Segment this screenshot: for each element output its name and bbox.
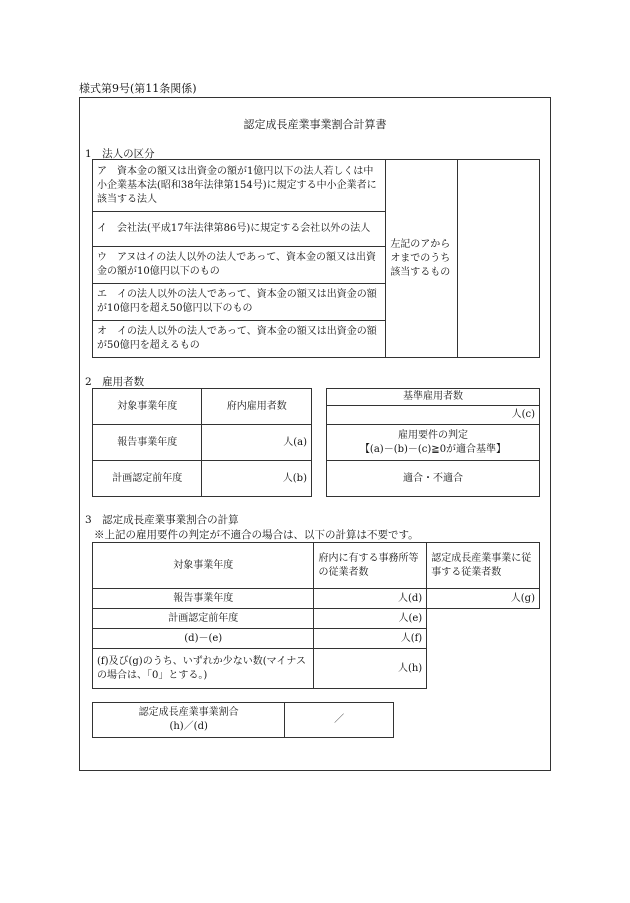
row-plan-year: 計画認定前年度 xyxy=(93,461,202,497)
row-report-year: 報告事業年度 xyxy=(93,589,314,609)
min-value[interactable]: 人(h) xyxy=(314,649,427,689)
employee-count-table xyxy=(92,388,312,497)
form-caption: 様式第9号(第11条関係) xyxy=(79,82,197,95)
judgement-label: 雇用要件の判定 xyxy=(398,429,468,441)
ratio-label-cell xyxy=(93,703,285,738)
plan-year-office-count[interactable]: 人(e) xyxy=(314,609,427,629)
section2-heading: 2 雇用者数 xyxy=(85,376,145,388)
ratio-label: 認定成長産業事業割合 xyxy=(138,707,239,718)
category-e: オ イの法人以外の法人であって、資本金の額又は出資金の額が50億円を超えるもの xyxy=(93,321,386,358)
page-title: 認定成長産業事業割合計算書 xyxy=(243,118,387,131)
ratio-formula: (h)／(d) xyxy=(169,721,208,732)
report-year-count[interactable]: 人(a) xyxy=(202,425,312,461)
employment-judgement xyxy=(327,425,540,461)
col-office-employees: 府内に有する事務所等の従業者数 xyxy=(314,543,427,589)
section1-heading: 1 法人の区分 xyxy=(85,148,155,160)
ratio-result-table xyxy=(92,702,394,738)
row-report-year: 報告事業年度 xyxy=(93,425,202,461)
ratio-calc-table xyxy=(92,542,540,689)
category-b: イ 会社法(平成17年法律第86号)に規定する会社以外の法人 xyxy=(93,212,386,247)
category-c: ウ アヌはイの法人以外の法人であって、資本金の額又は出資金の額が10億円以下のもの xyxy=(93,247,386,284)
report-year-growth-count[interactable]: 人(g) xyxy=(427,589,540,609)
base-employee-label: 基準雇用者数 xyxy=(327,389,540,406)
ratio-value[interactable]: ／ xyxy=(285,703,394,738)
col-growth-employees: 認定成長産業事業に従事する従業者数 xyxy=(427,543,540,589)
category-d: エ イの法人以外の法人であって、資本金の額又は出資金の額が10億円を超え50億円以下のもの xyxy=(93,284,386,321)
blank-cell xyxy=(427,609,540,689)
section3-heading: 3 認定成長産業事業割合の計算 xyxy=(85,514,239,526)
row-difference: (d)－(e) xyxy=(93,629,314,649)
difference-value[interactable]: 人(f) xyxy=(314,629,427,649)
col-target-year: 対象事業年度 xyxy=(93,543,314,589)
judgement-formula: 【(a)－(b)－(c)≧0が適合基準】 xyxy=(359,443,507,455)
row-min-value: (f)及び(g)のうち、いずれか少ない数(マイナスの場合は、「0」とする。) xyxy=(93,649,314,689)
section3-note: ※上記の雇用要件の判定が不適合の場合は、以下の計算は不要です。 xyxy=(94,529,419,541)
report-year-office-count[interactable]: 人(d) xyxy=(314,589,427,609)
row-plan-year: 計画認定前年度 xyxy=(93,609,314,629)
col-employee-count: 府内雇用者数 xyxy=(202,389,312,425)
base-employee-table xyxy=(326,388,540,497)
category-a: ア 資本金の額又は出資金の額が1億円以下の法人若しくは中小企業基本法(昭和38年法律第154号)に規定する中小企業者に該当する法人 xyxy=(93,160,386,212)
corporation-category-table xyxy=(92,159,540,358)
plan-year-count[interactable]: 人(b) xyxy=(202,461,312,497)
category-choice-label: 左記のアからオまでのうち該当するもの xyxy=(386,160,458,358)
col-target-year: 対象事業年度 xyxy=(93,389,202,425)
category-choice-value[interactable] xyxy=(458,160,540,358)
base-employee-count[interactable]: 人(c) xyxy=(327,406,540,425)
judgement-result[interactable]: 適合・不適合 xyxy=(327,461,540,497)
